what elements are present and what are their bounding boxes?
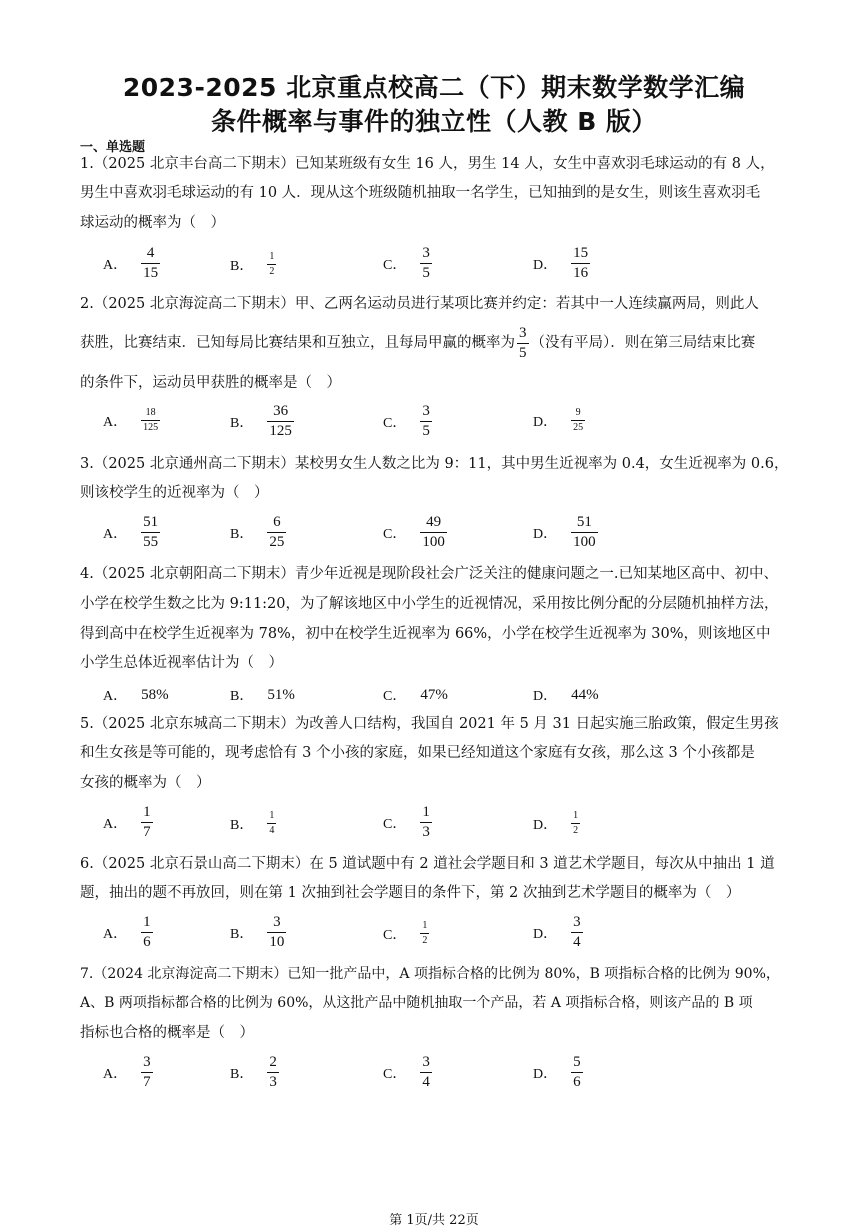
option-label: B． [230,526,254,542]
q6-option-a [103,915,153,950]
denominator: 2 [269,266,275,277]
question-4-line-2: 小学在校学生数之比为 9:11:20，为了解该地区中小学生的近视情况，采用按比例分配的分层随机抽样方法， [80,596,779,612]
option-label: C． [383,816,407,832]
numerator: 3 [519,325,527,341]
option-label: A． [103,689,128,704]
option-label: B． [230,817,254,833]
option-value: 44% [571,686,599,703]
question-text: （没有平局）．则在第三局结束比赛 [530,335,756,352]
fraction [141,1055,153,1090]
fraction [420,1055,432,1090]
q2-option-c [383,404,432,439]
numerator: 5 [573,1054,581,1070]
numerator: 3 [422,403,430,419]
q5-option-d [533,811,580,836]
question-1-line-2: 男生中喜欢羽毛球运动的有 10 人．现从这个班级随机抽取一名学生，已知抽到的是女生，则该生喜欢羽毛 [80,185,761,201]
fraction [571,515,598,550]
numerator: 4 [146,245,155,261]
question-2-line-2 [80,326,755,361]
question-4-line-4: 小学生总体近视率估计为（ ） [80,655,283,671]
q6-option-c [383,921,429,946]
denominator: 6 [143,934,151,950]
q5-option-b [230,811,276,836]
denominator: 16 [573,265,589,281]
fraction [571,246,590,281]
option-label: B． [230,258,254,274]
numerator: 3 [573,914,581,930]
section-heading: 一、单选题 [80,140,146,155]
numerator: 2 [269,1054,277,1070]
q6-option-d [533,915,583,950]
q1-option-a [103,246,160,281]
option-label: B． [230,689,254,704]
denominator: 15 [143,265,159,281]
question-1-line-1: 1.（2025 北京丰台高二下期末）已知某班级有女生 16 人，男生 14 人，女生中喜欢羽毛球运动的有 8 人， [80,156,775,172]
denominator: 6 [573,1074,581,1090]
q2-option-b [230,404,294,439]
fraction [267,252,276,277]
question-6-line-1: 6.（2025 北京石景山高二下期末）在 5 道试题中有 2 道社会学题目和 3 道艺术学题目，每次从中抽出 1 道 [80,856,775,872]
q4-option-a [103,685,169,705]
option-label: A． [103,414,128,430]
question-4-line-1: 4.（2025 北京朝阳高二下期末）青少年近视是现阶段社会广泛关注的健康问题之一.已知某地区高中、初中、 [80,566,778,582]
numerator: 1 [422,920,428,931]
option-label: D． [533,689,558,704]
option-label: D． [533,817,558,833]
numerator: 3 [422,245,430,261]
numerator: 1 [143,804,151,820]
numerator: 15 [573,245,589,261]
option-value: 47% [420,686,448,703]
fraction [571,811,580,836]
denominator: 10 [269,934,285,950]
numerator: 3 [273,914,281,930]
fraction [420,921,429,946]
denominator: 4 [573,934,581,950]
q6-option-b [230,915,286,950]
denominator: 7 [143,1074,151,1090]
question-7-line-1: 7.（2024 北京海淀高二下期末）已知一批产品中，A 项指标合格的比例为 80%，B 项指标合格的比例为 90%， [80,966,780,982]
question-5-line-2: 和生女孩是等可能的，现考虑恰有 3 个小孩的家庭，如果已经知道这个家庭有女孩，那么这 3 个小孩都是 [80,745,755,761]
q5-option-a [103,805,153,840]
question-4-line-3: 得到高中在校学生近视率为 78%，初中在校学生近视率为 66%，小学在校学生近视率为 30%，则该地区中 [80,626,771,642]
option-label: B． [230,926,254,942]
q4-option-d [533,685,599,705]
denominator: 55 [143,534,159,550]
question-5-line-3: 女孩的概率为（ ） [80,775,211,791]
question-3-line-2: 则该校学生的近视率为（ ） [80,485,269,501]
option-value: 58% [141,686,169,703]
numerator: 9 [575,407,581,418]
fraction [571,1055,583,1090]
denominator: 125 [269,423,292,439]
denominator: 100 [573,534,596,550]
fraction [420,246,432,281]
q1-option-b [230,252,276,277]
q5-option-c [383,805,432,840]
numerator: 1 [422,804,430,820]
q7-option-b [230,1055,279,1090]
option-value: 51% [267,686,295,703]
q3-option-a [103,515,160,550]
option-label: A． [103,257,128,273]
question-5-line-1: 5.（2025 北京东城高二下期末）为改善人口结构，我国自 2021 年 5 月 31 日起实施三胎政策，假定生男孩 [80,716,779,732]
option-label: D． [533,526,558,542]
q1-option-c [383,246,432,281]
numerator: 1 [269,810,275,821]
numerator: 51 [143,514,159,530]
option-label: D． [533,414,558,430]
numerator: 3 [422,1054,430,1070]
numerator: 1 [573,810,579,821]
denominator: 100 [422,534,445,550]
denominator: 2 [573,825,579,836]
q4-option-b [230,685,295,705]
question-2-line-1: 2.（2025 北京海淀高二下期末）甲、乙两名运动员进行某项比赛并约定：若其中一人连续赢两局，则此人 [80,296,759,312]
question-1-line-3: 球运动的概率为（ ） [80,215,225,231]
page-subtitle: 条件概率与事件的独立性（人教 B 版） [211,107,657,136]
denominator: 3 [269,1074,277,1090]
question-2-line-3: 的条件下，运动员甲获胜的概率是（ ） [80,375,341,391]
option-label: D． [533,926,558,942]
denominator: 25 [573,422,584,433]
denominator: 5 [422,423,430,439]
fraction [141,805,153,840]
fraction [267,915,286,950]
page-number: 第 1页/共 22页 [389,1213,479,1228]
option-label: C． [383,415,407,431]
numerator: 1 [143,914,151,930]
denominator: 7 [143,824,151,840]
numerator: 36 [273,403,289,419]
numerator: 1 [269,251,275,262]
q2-option-a [103,408,160,433]
fraction [571,408,585,433]
q1-option-d [533,246,590,281]
option-label: A． [103,1066,128,1082]
fraction [571,915,583,950]
numerator: 18 [145,407,156,418]
denominator: 4 [422,1074,430,1090]
fraction [420,404,432,439]
q4-option-c [383,685,448,705]
denominator: 5 [519,345,527,361]
option-label: D． [533,1066,558,1082]
option-label: A． [103,926,128,942]
fraction [267,1055,279,1090]
question-7-line-3: 指标也合格的概率是（ ） [80,1025,254,1041]
denominator: 25 [269,534,285,550]
numerator: 3 [143,1054,151,1070]
q3-option-d [533,515,598,550]
option-label: C． [383,927,407,943]
option-label: A． [103,816,128,832]
q3-option-b [230,515,286,550]
option-label: C． [383,689,407,704]
fraction [420,805,432,840]
option-label: A． [103,526,128,542]
page-title: 2023-2025 北京重点校高二（下）期末数学数学汇编 [122,73,746,102]
numerator: 51 [576,514,592,530]
q7-option-a [103,1055,153,1090]
q7-option-c [383,1055,432,1090]
question-text: 获胜，比赛结束．已知每局比赛结果和互独立，且每局甲赢的概率为 [80,335,515,352]
denominator: 3 [422,824,430,840]
option-label: D． [533,257,558,273]
option-label: C． [383,526,407,542]
option-label: B． [230,415,254,431]
fraction [267,404,294,439]
numerator: 6 [273,514,281,530]
denominator: 5 [422,265,430,281]
fraction [141,915,153,950]
option-label: C． [383,257,407,273]
denominator: 2 [422,935,428,946]
fraction [267,515,286,550]
q2-option-d [533,408,585,433]
fraction [141,515,160,550]
fraction [517,326,529,361]
question-3-line-1: 3.（2025 北京通州高二下期末）某校男女生人数之比为 9：11，其中男生近视率为 0.4，女生近视率为 0.6， [80,456,789,472]
fraction [267,811,276,836]
denominator: 4 [269,825,275,836]
option-label: C． [383,1066,407,1082]
option-label: B． [230,1066,254,1082]
fraction [420,515,447,550]
question-6-line-2: 题，抽出的题不再放回，则在第 1 次抽到社会学题目的条件下，第 2 次抽到艺术学题目的概率为（ ） [80,885,741,901]
fraction [141,246,160,281]
numerator: 49 [426,514,442,530]
question-7-line-2: A、B 两项指标都合格的比例为 60%，从这批产品中随机抽取一个产品，若 A 项指标合格，则该产品的 B 项 [80,995,753,1011]
denominator: 125 [143,422,159,433]
q3-option-c [383,515,447,550]
q7-option-d [533,1055,583,1090]
fraction [141,408,160,433]
